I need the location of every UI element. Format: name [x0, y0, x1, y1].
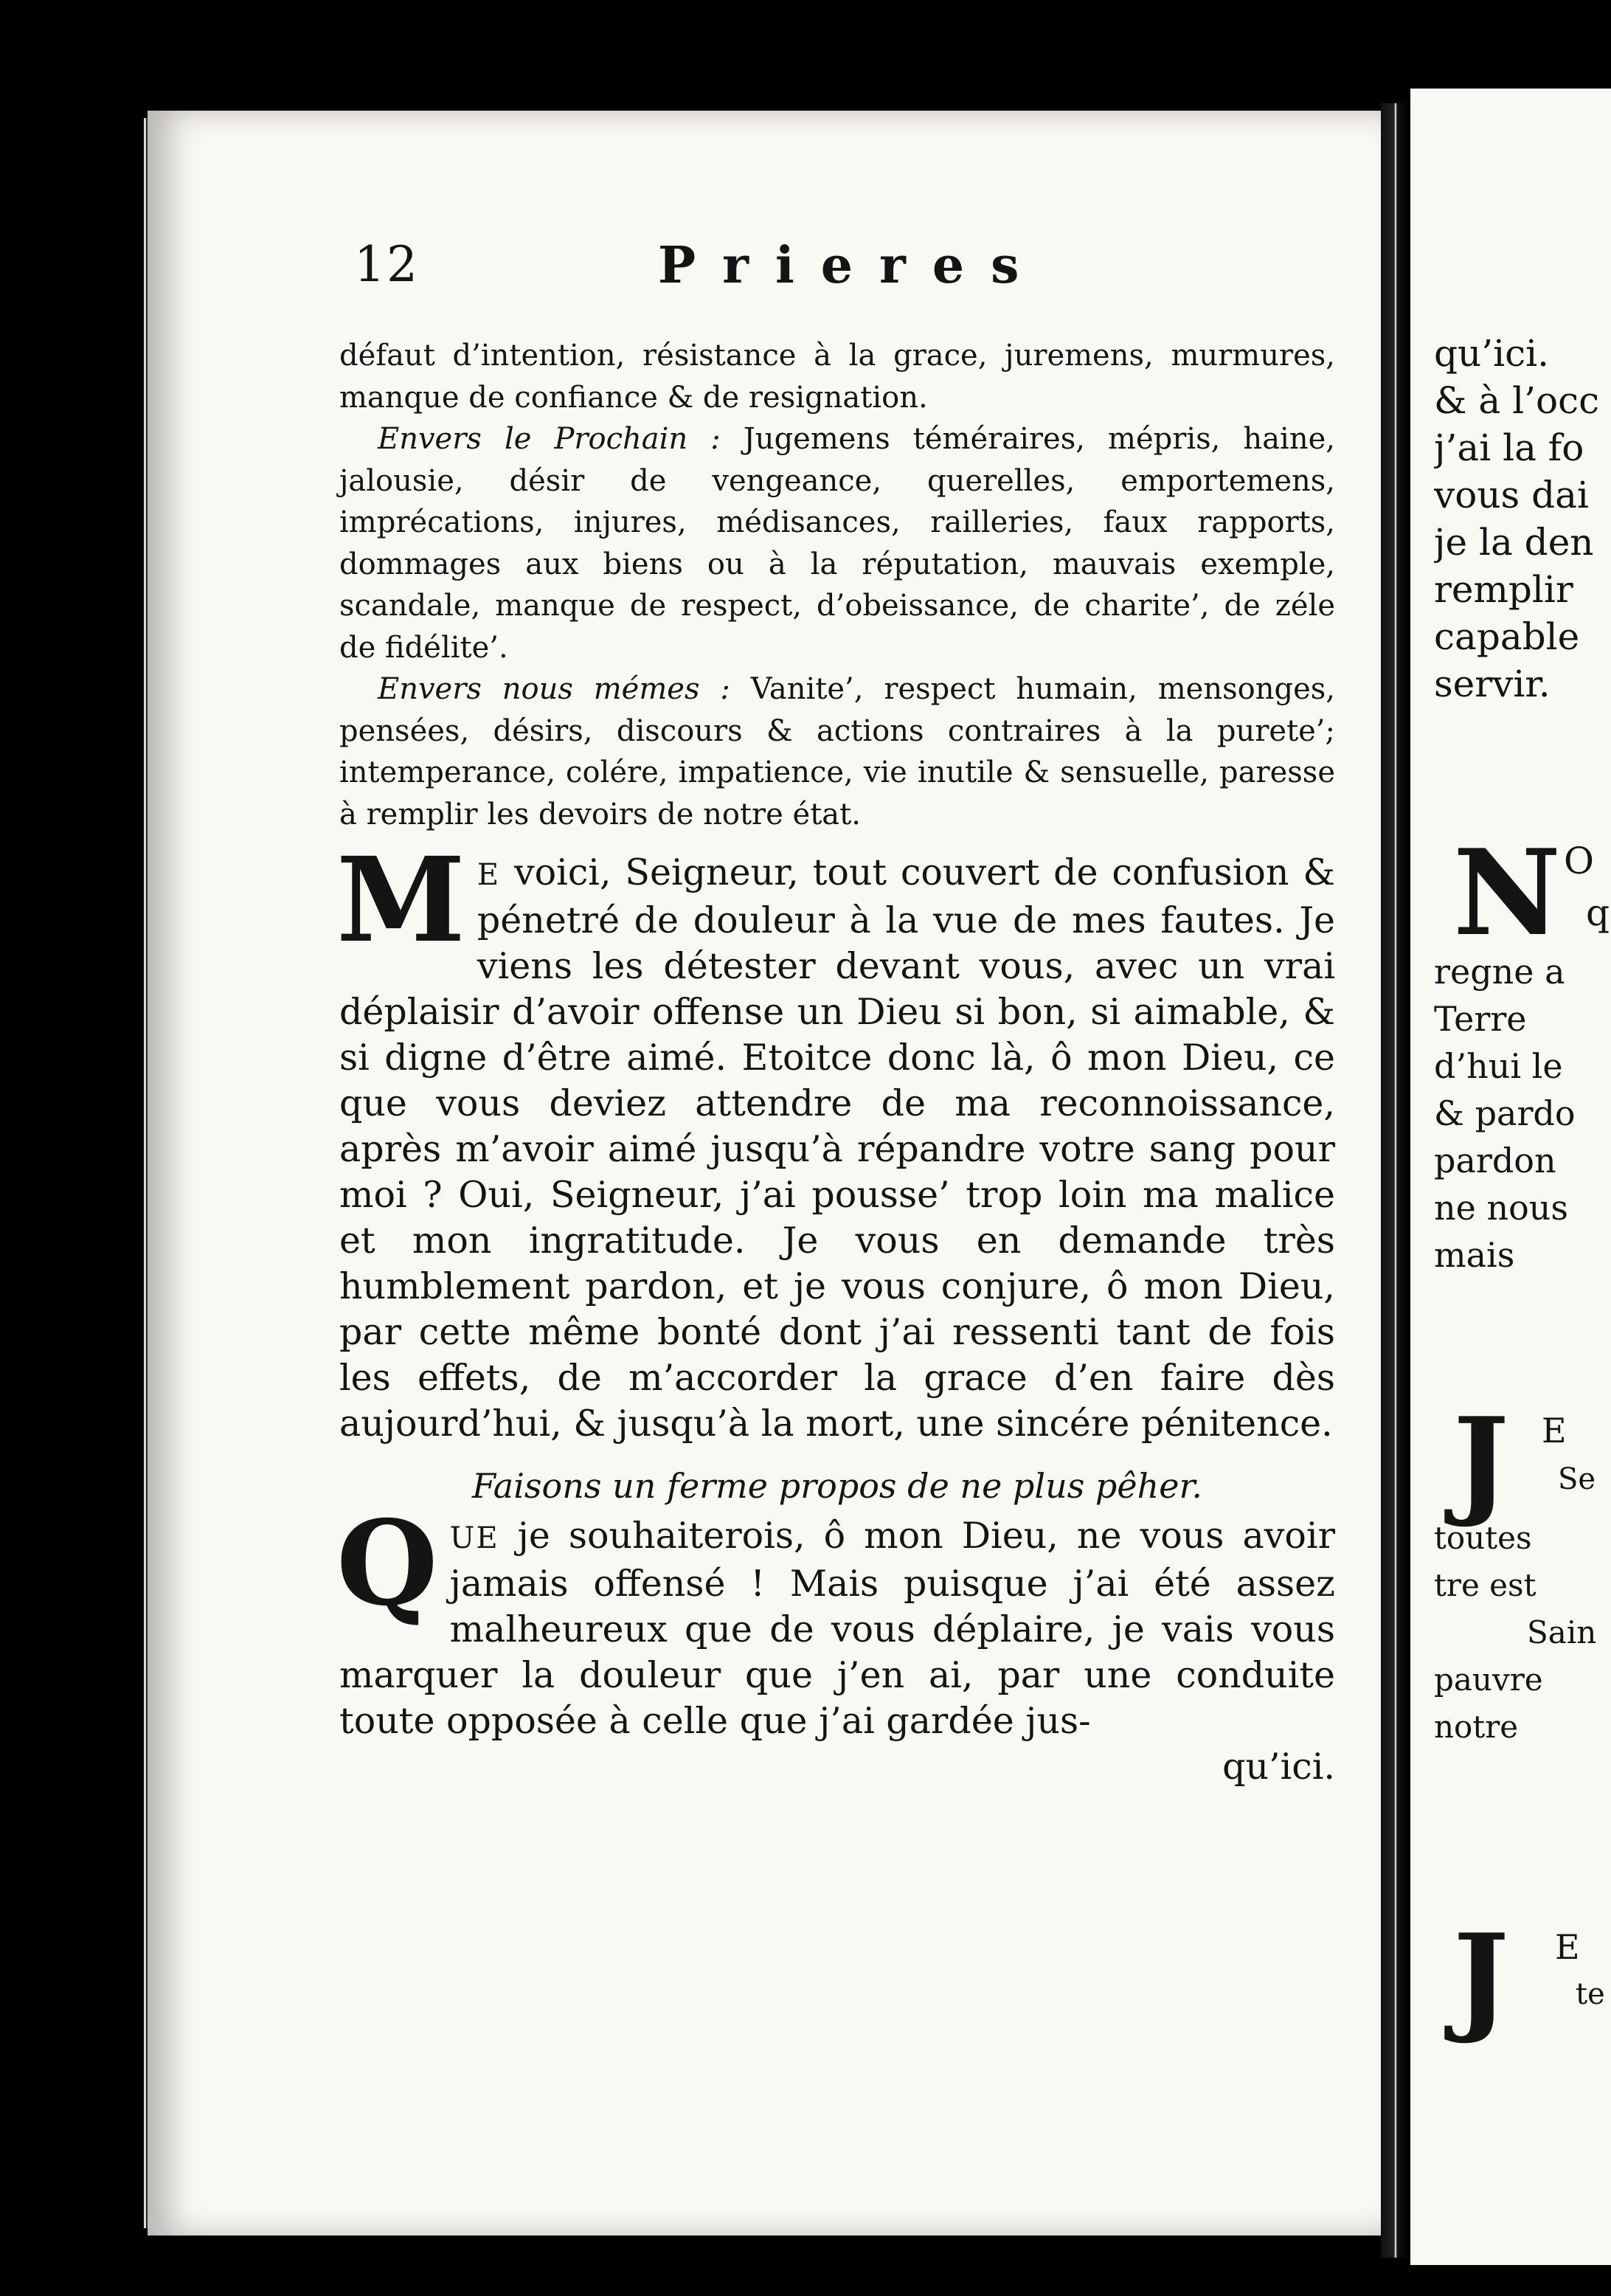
drop-cap: Q — [336, 1495, 438, 1632]
right-drop-cap: N — [1453, 823, 1562, 962]
right-line: je la den — [1434, 521, 1594, 564]
prayer-contrition — [336, 832, 1335, 1447]
right-line: toutes — [1434, 1520, 1532, 1556]
right-drop-cap-rest: te — [1576, 1977, 1605, 2011]
book-gutter — [1381, 103, 1410, 2258]
right-drop-cap-rest: O — [1564, 840, 1594, 882]
paragraph-lead: Envers nous mémes : — [378, 672, 730, 706]
right-drop-cap-rest: q — [1586, 891, 1610, 934]
running-head — [339, 236, 1335, 310]
running-title: Prieres — [658, 236, 1046, 295]
drop-cap: M — [336, 832, 465, 969]
right-line: regne a — [1434, 952, 1565, 992]
right-line: tre est — [1434, 1567, 1536, 1603]
paragraph-sins-toward-self — [339, 668, 1335, 835]
section-subheading: Faisons un ferme propos de ne plus pêher. — [471, 1466, 1202, 1506]
right-drop-cap-rest: E — [1542, 1411, 1567, 1450]
right-line: remplir — [1434, 568, 1573, 611]
prayer-body: voici, Seigneur, tout couvert de confusion & pénetré de douleur à la vue de mes fautes. Je viens les détester devant vous, avec un vrai déplaisir d’avoir offense un Dieu si bon, si aimable, & si digne d’être aimé. Etoitce donc là, ô mon Dieu, ce que vous deviez attendre de ma reconnoissance, après m’avoir aimé jusqu’à répandre votre sang pour moi ? Oui, Seigneur, j’ai pousse’ trop loin ma malice et mon ingratitude. Je vous en demande très humblement pardon, et je vous conjure, ô mon Dieu, par cette même bonté dont j’ai ressenti tant de fois les effets, de m’accorder la grace d’en faire dès aujourd’hui, & jusqu’à la mort, une sincére pénitence. — [339, 851, 1335, 1445]
paragraph-body: Jugemens téméraires, mépris, haine, jalousie, désir de vengeance, querelles, emportemens, imprécations, injures, médisances, railleries, faux rapports, dommages aux biens ou à la réputation, mauvais exemple, scandale, manque de respect, d’obeissance, de charite’, de zéle de fidélite’. — [339, 422, 1335, 665]
right-line: qu’ici. — [1434, 332, 1549, 375]
prayer-body: je souhaiterois, ô mon Dieu, ne vous avoir jamais offensé ! Mais puisque j’ai été assez malheureux que de vous déplaire, je vais vous marquer la douleur que j’en ai, par une conduite toute opposée à celle que j’ai gardée jus- — [339, 1515, 1335, 1742]
right-drop-cap: J — [1453, 1908, 1509, 2047]
right-drop-cap: J — [1453, 1391, 1509, 1530]
right-line: pardon — [1434, 1141, 1556, 1180]
right-line: j’ai la fo — [1434, 426, 1584, 469]
right-line: & à l’occ — [1434, 379, 1600, 422]
prayer-tail: qu’ici. — [1222, 1746, 1335, 1788]
right-drop-cap-rest: Se — [1558, 1462, 1596, 1496]
right-line: & pardo — [1434, 1093, 1576, 1133]
right-line: pauvre — [1434, 1662, 1543, 1698]
right-line: Terre — [1434, 999, 1527, 1039]
right-drop-cap-rest: E — [1555, 1927, 1580, 1967]
page-number: 12 — [354, 236, 419, 293]
left-page-text — [336, 236, 1335, 1790]
drop-cap-rest: E — [477, 858, 501, 892]
right-line: mais — [1434, 1235, 1515, 1275]
right-line: ne nous — [1434, 1188, 1569, 1228]
paragraph-sins-toward-god: défaut d’intention, résistance à la grace, juremens, murmures, manque de confiance & de resignation. — [339, 339, 1335, 415]
paragraph-lead: Envers le Prochain : — [378, 422, 721, 456]
right-line: servir. — [1434, 663, 1551, 705]
paragraph-sins-toward-neighbour — [339, 418, 1335, 668]
right-line: d’hui le — [1434, 1046, 1563, 1086]
right-line: vous dai — [1434, 474, 1589, 516]
paragraph-body: Vanite’, respect humain, mensonges, pensées, désirs, discours & actions contraires à la purete’; intemperance, colére, impatience, vie inutile & sensuelle, paresse à remplir les devoirs de notre état. — [339, 672, 1335, 831]
right-line: notre — [1434, 1709, 1519, 1745]
prayer-firm-purpose — [336, 1495, 1335, 1744]
right-line: Sain — [1527, 1614, 1597, 1650]
right-line: capable — [1434, 615, 1580, 658]
drop-cap-rest: UE — [449, 1521, 499, 1555]
